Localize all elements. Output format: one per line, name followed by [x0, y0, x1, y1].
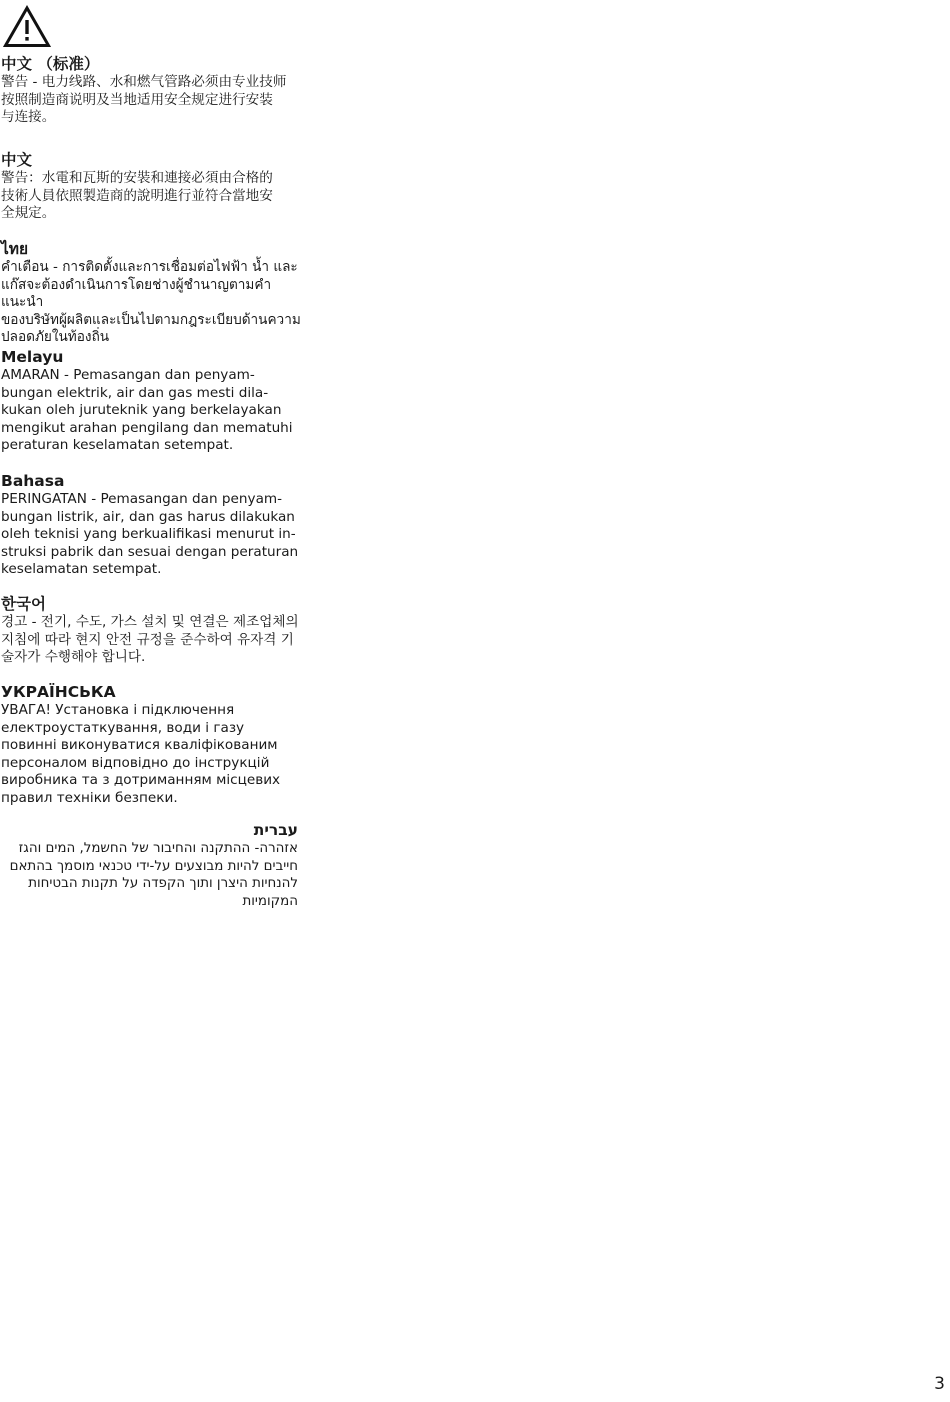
section-title: Melayu — [1, 348, 64, 366]
section-thai — [1, 239, 301, 347]
section-malay — [1, 347, 301, 455]
section-body: 警告：水電和瓦斯的安裝和連接必須由合格的 技術人員依照製造商的說明進行並符合當地安 全規定。 — [1, 170, 273, 221]
section-body: אזהרה- ההתקנה והחיבור של החשמל, המים והגז חייבים להיות מבוצעים על-ידי טכנאי מוסמך בהתאם להנחיות היצרן ותוך הקפדה על תקנות הבטיחות המקומיות — [9, 841, 298, 909]
section-body: AMARAN - Pemasangan dan penyam- bungan elektrik, air dan gas mesti dila- kukan oleh juruteknik yang berkelayakan mengikut arahan pengilang dan mematuhi peraturan keselamatan setempat. — [1, 367, 293, 453]
section-title: 中文 （标准） — [1, 55, 100, 73]
section-ukrainian — [1, 682, 301, 807]
section-chinese-traditional — [1, 150, 301, 223]
section-title: 中文 — [1, 151, 33, 169]
page-number: 3 — [934, 1374, 945, 1394]
section-body: УВАГА! Установка і підключення електроустаткування, води і газу повинні виконуватися кваліфікованим персоналом відповідно до інструкцій виробника та з дотриманням місцевих правил техніки безпеки. — [1, 702, 281, 806]
section-indonesian — [1, 471, 301, 579]
section-title: ไทย — [1, 240, 29, 258]
section-hebrew — [1, 820, 298, 910]
warning-icon — [3, 5, 51, 48]
section-body: 警告 - 电力线路、水和燃气管路必须由专业技师 按照制造商说明及当地适用安全规定进行安装 与连接。 — [1, 74, 287, 125]
section-title: УКРАЇНСЬКА — [1, 683, 116, 701]
section-title: Bahasa — [1, 472, 65, 490]
section-body: 경고 - 전기, 수도, 가스 설치 및 연결은 제조업체의 지침에 따라 현지 안전 규정을 준수하여 유자격 기 술자가 수행해야 합니다. — [1, 614, 299, 665]
section-chinese-simplified — [1, 54, 301, 127]
section-title: עברית — [253, 821, 298, 839]
section-body: PERINGATAN - Pemasangan dan penyam- bungan listrik, air, dan gas harus dilakukan oleh teknisi yang berkualifikasi menurut in- struksi pabrik dan sesuai dengan peraturan keselamatan setempat. — [1, 491, 299, 577]
section-title: 한국어 — [1, 595, 46, 613]
section-korean — [1, 594, 301, 667]
section-body: คำเตือน - การติดตั้งและการเชื่อมต่อไฟฟ้า น้ำ และ แก๊สจะต้องดำเนินการโดยช่างผู้ชำนาญตามคำแนะนำ ของบริษัทผู้ผลิตและเป็นไปตามกฎระเบียบด้านความ ปลอดภัยในท้องถิ่น — [1, 259, 301, 345]
